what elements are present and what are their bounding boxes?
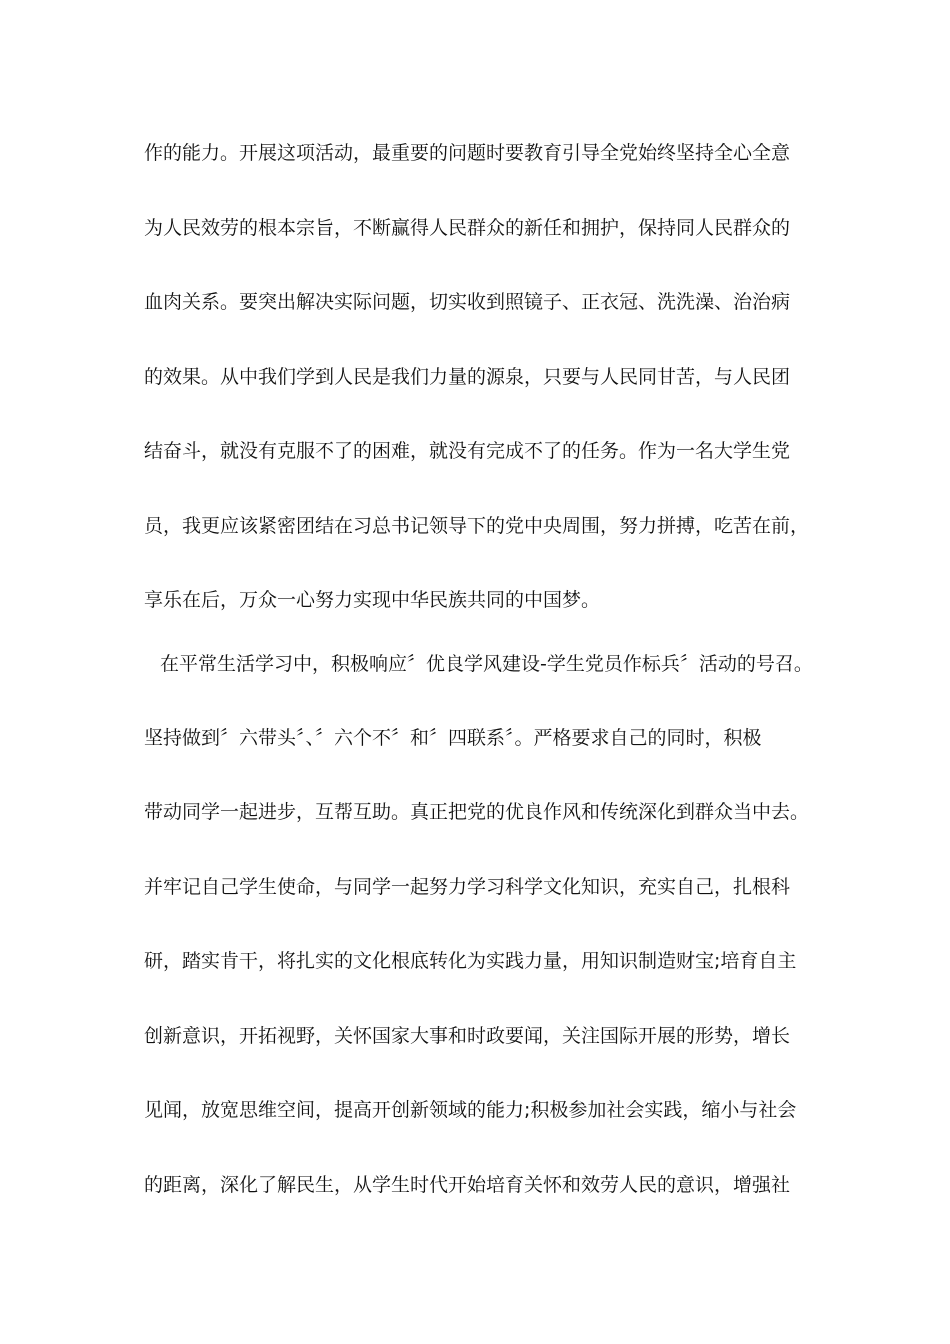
text-line: 的距离，深化了解民生，从学生时代开始培育关怀和效劳人民的意识，增强社 [144,1174,791,1196]
text-line: 为人民效劳的根本宗旨，不断赢得人民群众的新任和拥护，保持同人民群众的 [144,217,791,239]
text-line: 血肉关系。要突出解决实际问题，切实收到照镜子、正衣冠、洗洗澡、治治病 [144,291,791,313]
text-line: 创新意识，开拓视野，关怀国家大事和时政要闻，关注国际开展的形势，增长 [144,1025,791,1047]
text-line: 见闻，放宽思维空间，提高开创新领域的能力;积极参加社会实践，缩小与社会 [144,1099,797,1121]
text-line: 研，踏实肯干，将扎实的文化根底转化为实践力量，用知识制造财宝;培育自主 [144,950,797,972]
text-line: 的效果。从中我们学到人民是我们力量的源泉，只要与人民同甘苦，与人民团 [144,366,791,388]
text-line: 享乐在后，万众一心努力实现中华民族共同的中国梦。 [144,589,601,611]
text-line: 员，我更应该紧密团结在习总书记领导下的党中央周围，努力拼搏，吃苦在前， [144,515,810,537]
text-line: 结奋斗，就没有克服不了的困难，就没有完成不了的任务。作为一名大学生党 [144,440,791,462]
text-line-paragraph-start: 在平常生活学习中，积极响应〞优良学风建设-学生党员作标兵〞活动的号召。 [160,653,813,675]
text-line: 作的能力。开展这项活动，最重要的问题时要教育引导全党始终坚持全心全意 [144,142,791,164]
text-line: 并牢记自己学生使命，与同学一起努力学习科学文化知识，充实自己，扎根科 [144,876,791,898]
text-line: 带动同学一起进步，互帮互助。真正把党的优良作风和传统深化到群众当中去。 [144,801,810,823]
text-line: 坚持做到〞六带头〞、〞六个不〞和〞四联系〞。严格要求自己的同时，积极 [144,727,762,749]
